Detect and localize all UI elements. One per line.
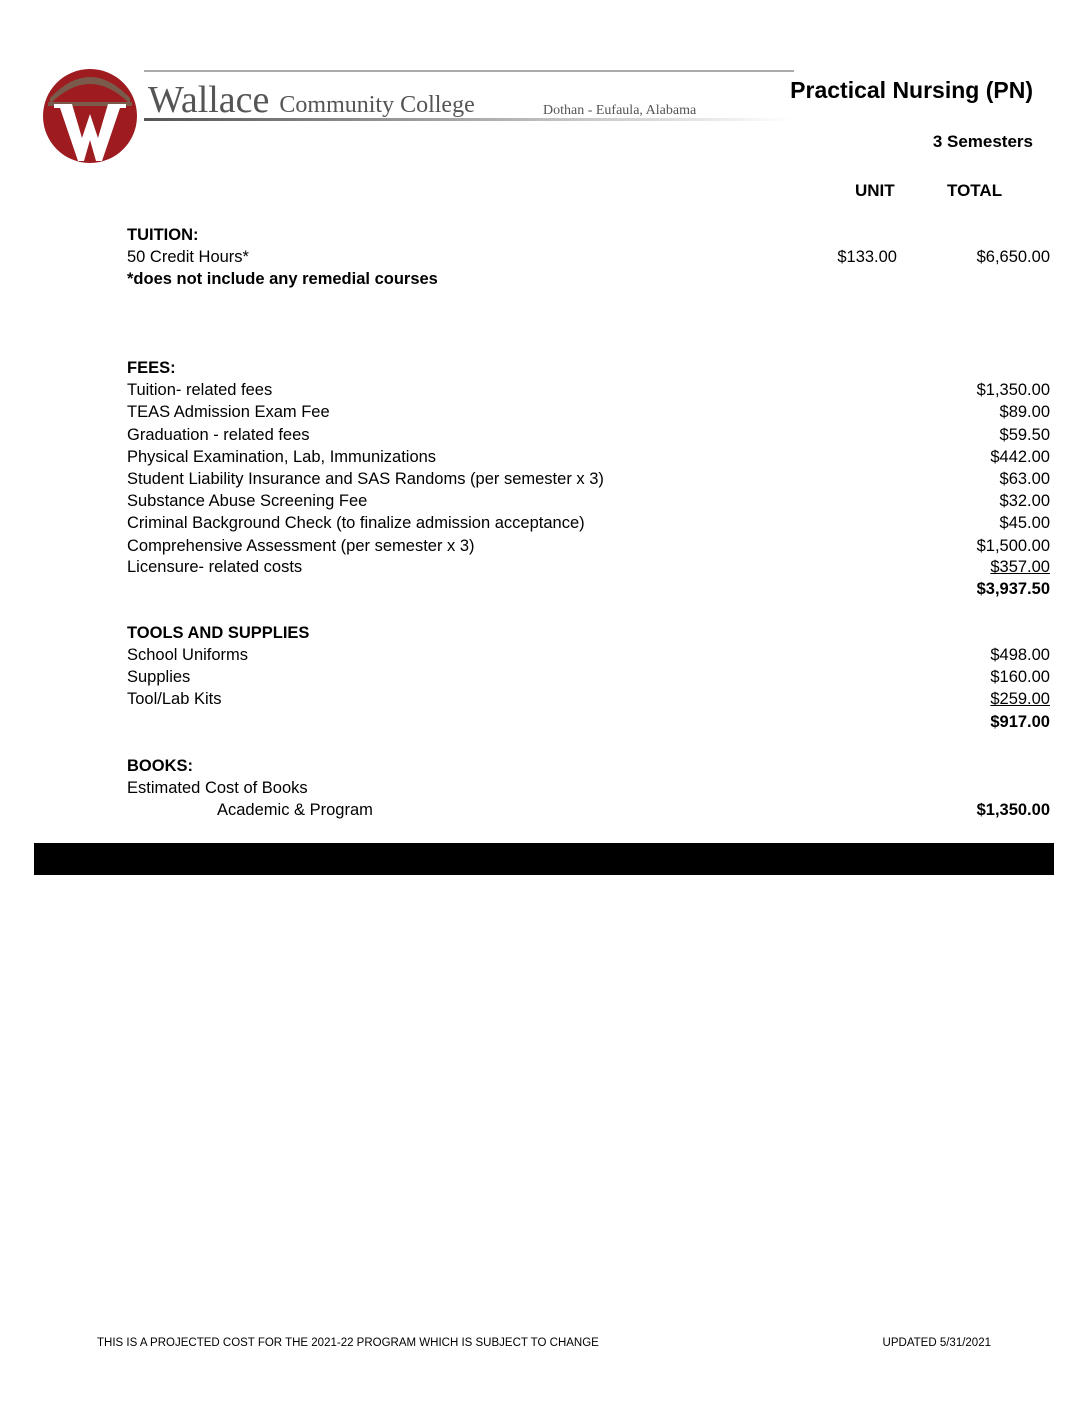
college-name: Wallace Community College	[148, 79, 475, 121]
tool-row	[127, 666, 1050, 688]
fees-subtotal-row	[127, 578, 1050, 600]
fees-heading-row	[127, 357, 1050, 379]
fee-label: Criminal Background Check (to finalize admission acceptance)	[127, 514, 585, 532]
college-location: Dothan - Eufaula, Alabama	[543, 103, 697, 118]
tools-subtotal: $917.00	[990, 713, 1050, 731]
college-logo	[40, 66, 800, 166]
tool-row	[127, 688, 1050, 710]
tuition-total: $6,650.00	[976, 248, 1050, 266]
tool-label: Supplies	[127, 668, 191, 686]
fee-row	[127, 424, 1050, 446]
fee-label: Licensure- related costs	[127, 558, 303, 576]
fee-total: $357.00	[990, 558, 1050, 576]
books-heading-row	[127, 755, 1050, 777]
fee-label: Graduation - related fees	[127, 426, 310, 444]
fee-label: TEAS Admission Exam Fee	[127, 403, 330, 421]
tuition-heading-row	[127, 224, 1050, 246]
fee-label: Physical Examination, Lab, Immunizations	[127, 448, 437, 466]
fee-total: $1,350.00	[976, 381, 1050, 399]
fee-total: $45.00	[999, 514, 1050, 532]
tool-total: $259.00	[990, 690, 1050, 708]
program-duration: 3 Semesters	[932, 132, 1033, 151]
books-label: Estimated Cost of Books	[127, 779, 308, 797]
fee-label: Comprehensive Assessment (per semester x 3)	[127, 537, 475, 555]
fee-total: $442.00	[990, 448, 1050, 466]
tuition-label: 50 Credit Hours*	[127, 248, 249, 266]
fee-label: Student Liability Insurance and SAS Randoms (per semester x 3)	[127, 470, 604, 488]
section-heading: TUITION:	[127, 226, 199, 244]
fee-row	[127, 468, 1050, 490]
fee-total: $89.00	[999, 403, 1050, 421]
fee-total: $1,500.00	[976, 537, 1050, 555]
books-detail-row	[127, 799, 1050, 821]
fee-row	[127, 379, 1050, 401]
fee-label: Substance Abuse Screening Fee	[127, 492, 368, 510]
tools-heading-row	[127, 622, 1050, 644]
fee-row	[127, 401, 1050, 423]
program-title: Practical Nursing (PN)	[790, 77, 1033, 103]
section-heading: FEES:	[127, 359, 176, 377]
books-detail-label: Academic & Program	[217, 801, 373, 819]
footer-updated: UPDATED 5/31/2021	[882, 1337, 991, 1349]
column-header-unit: UNIT	[855, 181, 895, 200]
tool-row	[127, 644, 1050, 666]
tool-total: $498.00	[990, 646, 1050, 664]
footer-disclaimer: THIS IS A PROJECTED COST FOR THE 2021-22 PROGRAM WHICH IS SUBJECT TO CHANGE	[97, 1337, 599, 1349]
column-header-total: TOTAL	[947, 181, 1003, 200]
fee-row	[127, 490, 1050, 512]
tuition-note: *does not include any remedial courses	[127, 270, 438, 288]
divider-bar	[34, 843, 1054, 875]
books-line-row	[127, 777, 1050, 799]
fees-subtotal: $3,937.50	[976, 580, 1050, 598]
section-heading: TOOLS AND SUPPLIES	[127, 624, 310, 642]
fee-row	[127, 446, 1050, 468]
tool-label: School Uniforms	[127, 646, 249, 664]
fee-total: $59.50	[999, 426, 1050, 444]
tool-label: Tool/Lab Kits	[127, 690, 222, 708]
fee-row	[127, 556, 1050, 578]
fee-total: $63.00	[999, 470, 1050, 488]
fee-label: Tuition- related fees	[127, 381, 273, 399]
fee-total: $32.00	[999, 492, 1050, 510]
tuition-note-row	[127, 268, 1050, 290]
tuition-unit-cost: $133.00	[837, 248, 897, 266]
tools-subtotal-row	[127, 711, 1050, 733]
fee-row	[127, 512, 1050, 534]
books-total: $1,350.00	[976, 801, 1050, 819]
fee-row	[127, 535, 1050, 557]
section-heading: BOOKS:	[127, 757, 193, 775]
tuition-line-row	[127, 246, 1050, 268]
tool-total: $160.00	[990, 668, 1050, 686]
